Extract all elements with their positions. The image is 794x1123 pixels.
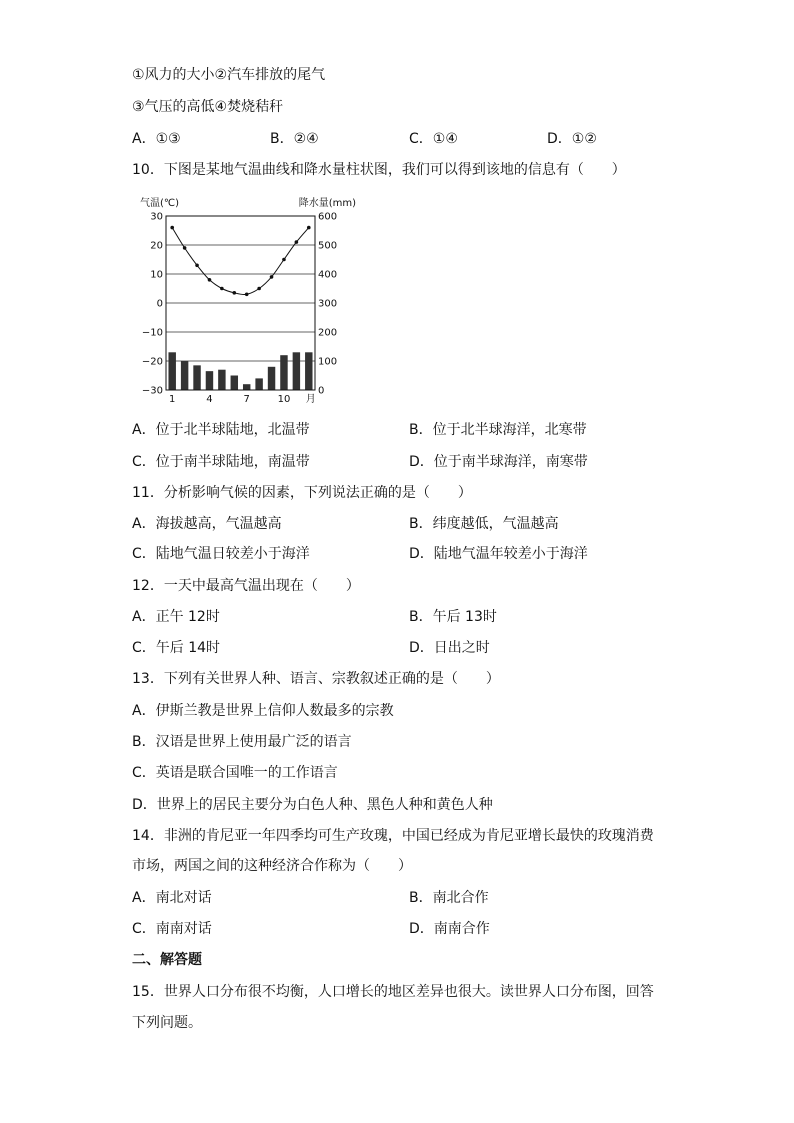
right-tick-label: 0	[318, 385, 325, 397]
temperature-point	[257, 287, 261, 291]
q14-option-b[interactable]: B．南北合作	[409, 890, 489, 906]
right-tick-label: 200	[318, 327, 338, 339]
precipitation-bar	[181, 361, 188, 390]
right-tick-label: 500	[318, 240, 338, 252]
precipitation-bar	[280, 355, 287, 390]
temperature-point	[270, 275, 274, 279]
left-axis-title: 气温(℃)	[140, 198, 180, 209]
temperature-point	[195, 264, 199, 268]
q10-option-a[interactable]: A．位于北半球陆地，北温带	[132, 422, 310, 438]
q9-option-d[interactable]: D．①②	[547, 131, 597, 147]
precipitation-bars	[168, 352, 312, 390]
temperature-point	[307, 226, 311, 230]
q12-option-a[interactable]: A．正午 12时	[132, 609, 220, 625]
precipitation-bar	[168, 352, 175, 390]
q14-stem-line-2: 市场，两国之间的这种经济合作称为（ ）	[132, 858, 412, 874]
q10-option-d[interactable]: D．位于南半球海洋，南寒带	[409, 454, 588, 470]
q11-option-b[interactable]: B．纬度越低，气温越高	[409, 516, 559, 532]
q9-option-a[interactable]: A．①③	[132, 131, 181, 147]
q13-option-b[interactable]: B．汉语是世界上使用最广泛的语言	[132, 734, 352, 750]
left-tick-label: −20	[141, 356, 163, 368]
left-tick-label: 10	[150, 269, 163, 281]
q12-stem: 12．一天中最高气温出现在（ ）	[132, 578, 360, 594]
climate-chart	[138, 192, 358, 410]
month-tick-label: 10	[277, 394, 291, 405]
month-tick-label: 1	[169, 394, 176, 405]
q14-stem-line-1: 14．非洲的肯尼亚一年四季均可生产玫瑰，中国已经成为肯尼亚增长最快的玫瑰消费	[132, 828, 654, 844]
temperature-curve	[170, 226, 310, 296]
right-tick-label: 600	[318, 211, 338, 223]
q9-option-b[interactable]: B．②④	[270, 131, 319, 147]
left-tick-label: 0	[156, 298, 163, 310]
q10-option-b[interactable]: B．位于北半球海洋，北寒带	[409, 422, 587, 438]
q14-option-d[interactable]: D．南南合作	[409, 921, 490, 937]
right-tick-label: 300	[318, 298, 338, 310]
precipitation-bar	[218, 370, 225, 390]
chart-gridlines	[166, 245, 315, 361]
month-tick-label: 7	[243, 394, 250, 405]
q11-option-d[interactable]: D．陆地气温年较差小于海洋	[409, 546, 588, 562]
q13-option-a[interactable]: A．伊斯兰教是世界上信仰人数最多的宗教	[132, 703, 394, 719]
precipitation-bar	[293, 352, 300, 390]
precipitation-bar	[206, 371, 213, 390]
q12-option-b[interactable]: B．午后 13时	[409, 609, 497, 625]
precipitation-bar	[243, 384, 250, 390]
q9-choice-line-2: ③气压的高低④焚烧秸秆	[132, 99, 284, 115]
temperature-point	[220, 287, 224, 291]
q11-option-c[interactable]: C．陆地气温日较差小于海洋	[132, 546, 310, 562]
precipitation-bar	[193, 365, 200, 390]
temperature-point	[208, 278, 212, 282]
right-axis-title: 降水量(mm)	[298, 198, 356, 209]
temperature-point	[282, 258, 286, 262]
left-tick-label: 20	[150, 240, 163, 252]
q13-option-c[interactable]: C．英语是联合国唯一的工作语言	[132, 765, 338, 781]
q10-stem: 10．下图是某地气温曲线和降水量柱状图，我们可以得到该地的信息有（ ）	[132, 162, 626, 178]
temperature-line	[172, 228, 309, 295]
month-unit-label: 月	[305, 394, 316, 405]
q11-stem: 11．分析影响气候的因素，下列说法正确的是（ ）	[132, 485, 472, 501]
temperature-point	[170, 226, 174, 230]
left-tick-label: −30	[141, 385, 163, 397]
q9-option-c[interactable]: C．①④	[409, 131, 458, 147]
section-heading: 二、解答题	[132, 952, 202, 968]
q14-option-c[interactable]: C．南南对话	[132, 921, 212, 937]
q10-option-c[interactable]: C．位于南半球陆地，南温带	[132, 454, 310, 470]
right-tick-label: 400	[318, 269, 338, 281]
precipitation-bar	[255, 378, 262, 390]
precipitation-bar	[231, 376, 238, 391]
precipitation-bar	[305, 352, 312, 390]
left-tick-label: −10	[141, 327, 163, 339]
precipitation-bar	[268, 367, 275, 390]
right-tick-label: 100	[318, 356, 338, 368]
temperature-point	[232, 291, 236, 295]
q15-stem-line-2: 下列问题。	[132, 1015, 202, 1031]
q11-option-a[interactable]: A．海拔越高，气温越高	[132, 516, 282, 532]
q9-choice-line-1: ①风力的大小②汽车排放的尾气	[132, 67, 326, 83]
q13-option-d[interactable]: D．世界上的居民主要分为白色人种、黑色人种和黄色人种	[132, 797, 493, 813]
temperature-point	[295, 240, 299, 244]
month-tick-label: 4	[206, 394, 213, 405]
temperature-point	[245, 293, 249, 297]
q12-option-c[interactable]: C．午后 14时	[132, 640, 221, 656]
q14-option-a[interactable]: A．南北对话	[132, 890, 212, 906]
q15-stem-line-1: 15．世界人口分布很不均衡，人口增长的地区差异也很大。读世界人口分布图，回答	[132, 984, 654, 1000]
left-tick-label: 30	[150, 211, 163, 223]
q13-stem: 13．下列有关世界人种、语言、宗教叙述正确的是（ ）	[132, 671, 500, 687]
q12-option-d[interactable]: D．日出之时	[409, 640, 490, 656]
temperature-point	[183, 246, 187, 250]
